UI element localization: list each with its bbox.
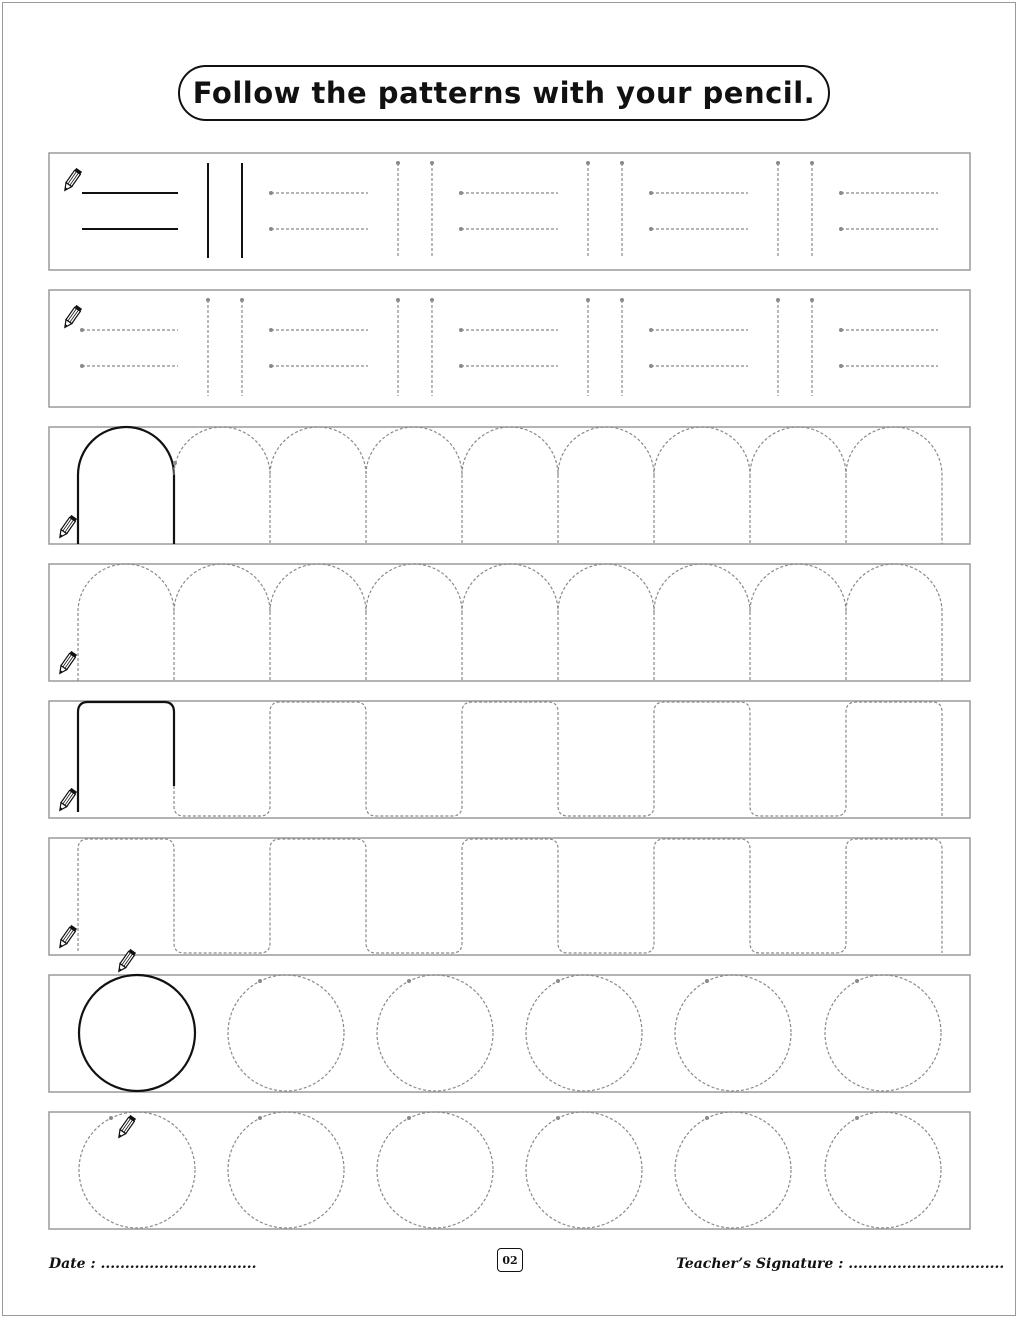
- date-field: Date : ................................: [49, 1256, 257, 1272]
- page-title: Follow the patterns with your pencil.: [192, 76, 816, 110]
- row-7-circles: [79, 949, 941, 1091]
- solid-circle: [79, 975, 195, 1091]
- pencil-icon: [62, 168, 82, 192]
- row-frame: [49, 838, 970, 955]
- row-frame: [49, 564, 970, 681]
- row-1-lines: [62, 161, 938, 258]
- row-4-arches: [57, 564, 942, 681]
- row-frame: [49, 290, 970, 407]
- row-frame: [49, 975, 970, 1092]
- solid-arch: [78, 427, 174, 544]
- pencil-icon: [57, 651, 77, 675]
- teacher-signature-field: Teacher’s Signature : ................................: [676, 1256, 1005, 1272]
- row-frame: [49, 427, 970, 544]
- row-3-arches: [57, 427, 942, 544]
- row-2-lines: [62, 298, 938, 396]
- row-8-circles: [79, 1112, 941, 1228]
- row-5-square-wave: [57, 702, 942, 816]
- solid-square-wave: [78, 702, 174, 812]
- pencil-icon: [57, 515, 77, 539]
- pencil-icon: [57, 788, 77, 812]
- row-frame: [49, 1112, 970, 1229]
- pencil-icon: [116, 949, 136, 973]
- row-frame: [49, 153, 970, 270]
- pencil-icon: [62, 305, 82, 329]
- pencil-icon: [57, 925, 77, 949]
- page-number: 02: [497, 1248, 523, 1272]
- row-frame: [49, 701, 970, 818]
- row-6-square-wave: [57, 839, 942, 953]
- pencil-icon: [116, 1115, 136, 1139]
